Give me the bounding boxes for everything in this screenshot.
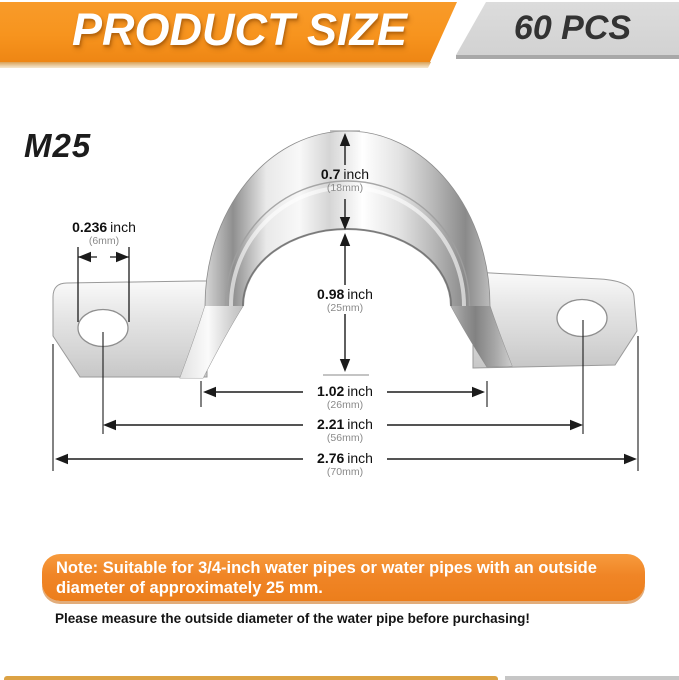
left-foot-plate xyxy=(53,281,207,377)
page-title: PRODUCT SIZE xyxy=(72,4,408,55)
dim-label-inner-height: 0.98 inch (25mm) xyxy=(317,286,373,314)
dim-label-overall-width: 2.76 inch (70mm) xyxy=(317,450,373,478)
next-section-orange-stub xyxy=(4,676,498,680)
quantity-badge: 60 PCS xyxy=(513,9,632,47)
note-box: Note: Suitable for 3/4-inch water pipes or water pipes with an outside diameter of approximately 25 mm. xyxy=(42,554,645,601)
dim-label-hole-spacing: 2.21 inch (56mm) xyxy=(317,416,373,444)
dim-label-strap-width: 0.7 inch (18mm) xyxy=(320,166,370,194)
next-section-gray-stub xyxy=(505,676,679,680)
right-mounting-hole xyxy=(557,300,607,337)
measure-caption: Please measure the outside diameter of the water pipe before purchasing! xyxy=(55,611,530,626)
dim-label-inner-width: 1.02 inch (26mm) xyxy=(317,383,373,411)
model-label: M25 xyxy=(24,127,92,164)
dim-label-hole-diameter: 0.236 inch (6mm) xyxy=(72,219,136,247)
